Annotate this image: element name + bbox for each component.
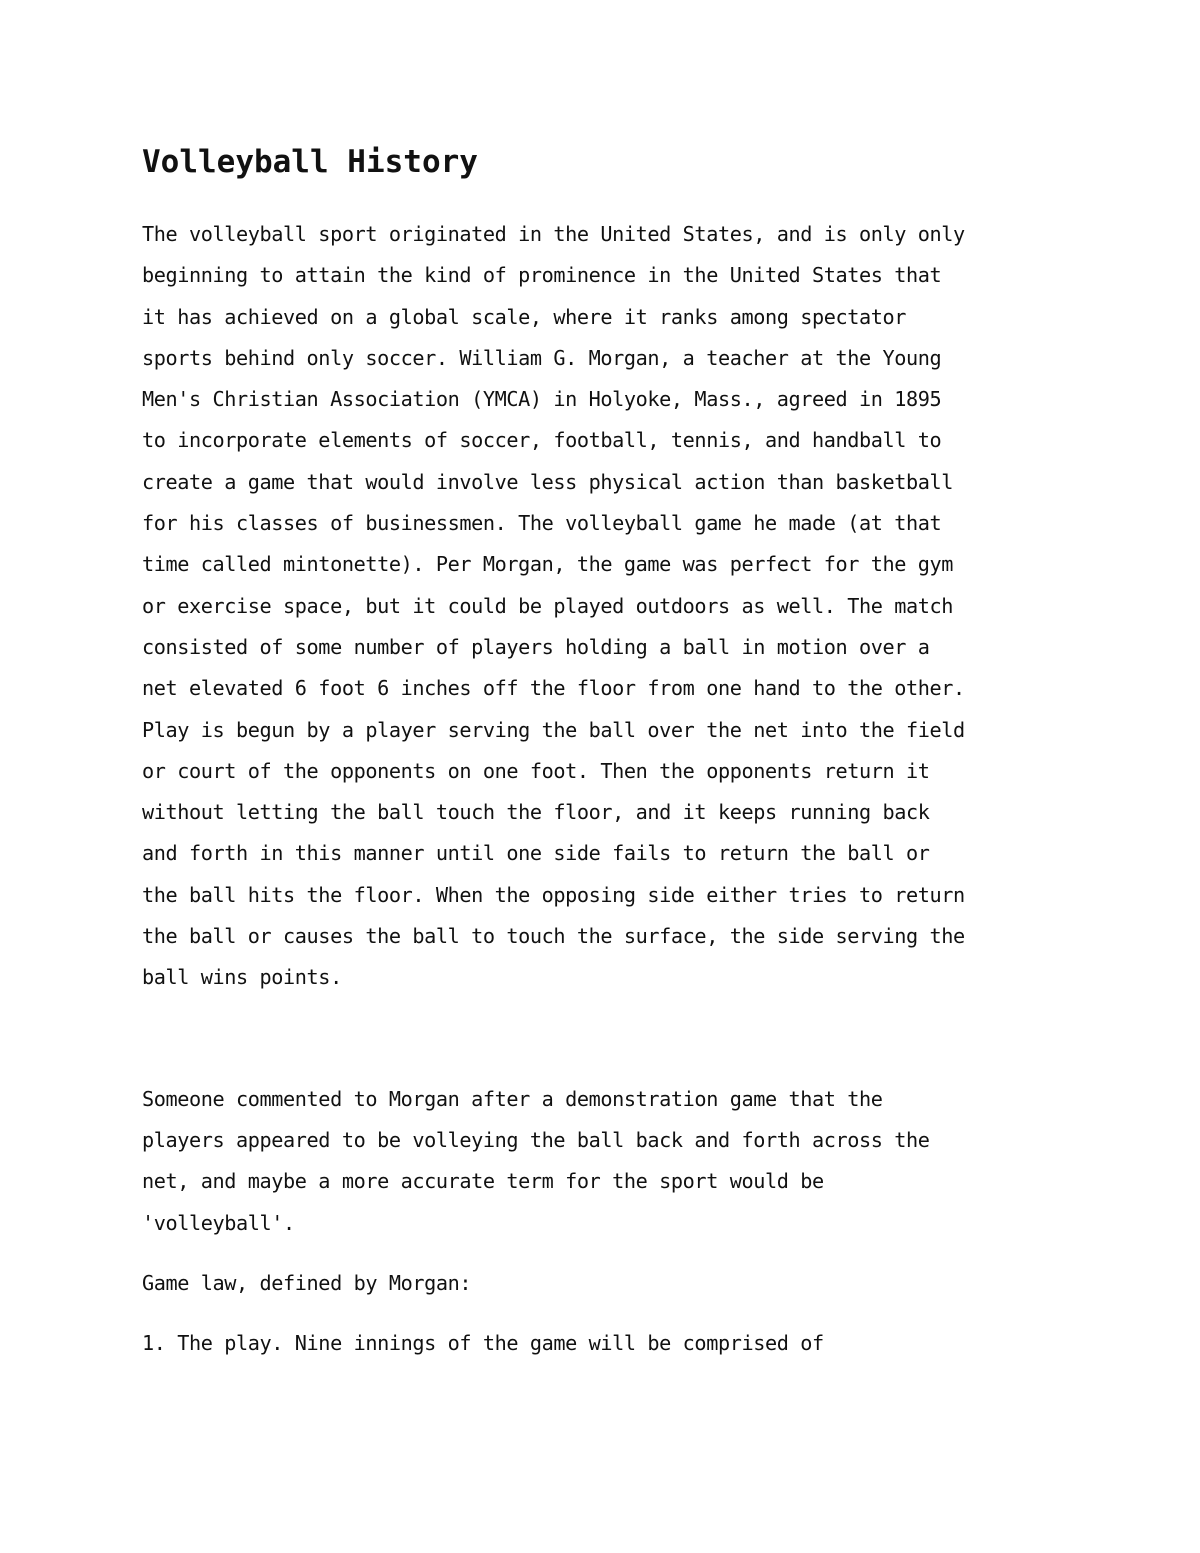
paragraph-spacer — [142, 1304, 1062, 1323]
document-page — [142, 140, 1062, 1364]
paragraph-spacer — [142, 999, 1062, 1079]
paragraph-game-law-heading: Game law, defined by Morgan: — [142, 1270, 472, 1295]
paragraph-history: The volleyball sport originated in the United States, and is only only beginning to attain the kind of prominence in the United States that it has achieved on a global scale, where it ranks among spectator sports behind only soccer. William G. Morgan, a teacher at the Young Men's Christian Association (YMCA) in Holyoke, Mass., agreed in 1895 to incorporate elements of soccer, football, tennis, and handball to create a game that would involve less physical action than basketball for his classes of businessmen. The volleyball game he made (at that time called mintonette). Per Morgan, the game was perfect for the gym or exercise space, but it could be played outdoors as well. The match consisted of some number of players holding a ball in motion over a net elevated 6 foot 6 inches off the floor from one hand to the other. Play is begun by a player serving the ball over the net into the field or court of the opponents on one foot. Then the opponents return it without letting the ball touch the floor, and it keeps running back and forth in this manner until one side fails to return the ball or the ball hits the floor. When the opposing side either tries to return the ball or causes the ball to touch the surface, the side serving the ball wins points. — [142, 222, 965, 990]
paragraph-naming: Someone commented to Morgan after a demonstration game that the players appeared to be volleying the ball back and forth across the net, and maybe a more accurate term for the sport would be 'volleyball'. — [142, 1086, 930, 1235]
paragraph-rule-1: 1. The play. Nine innings of the game will be comprised of — [142, 1331, 824, 1356]
document-title: Volleyball History — [142, 144, 478, 180]
paragraph-spacer — [142, 1244, 1062, 1263]
